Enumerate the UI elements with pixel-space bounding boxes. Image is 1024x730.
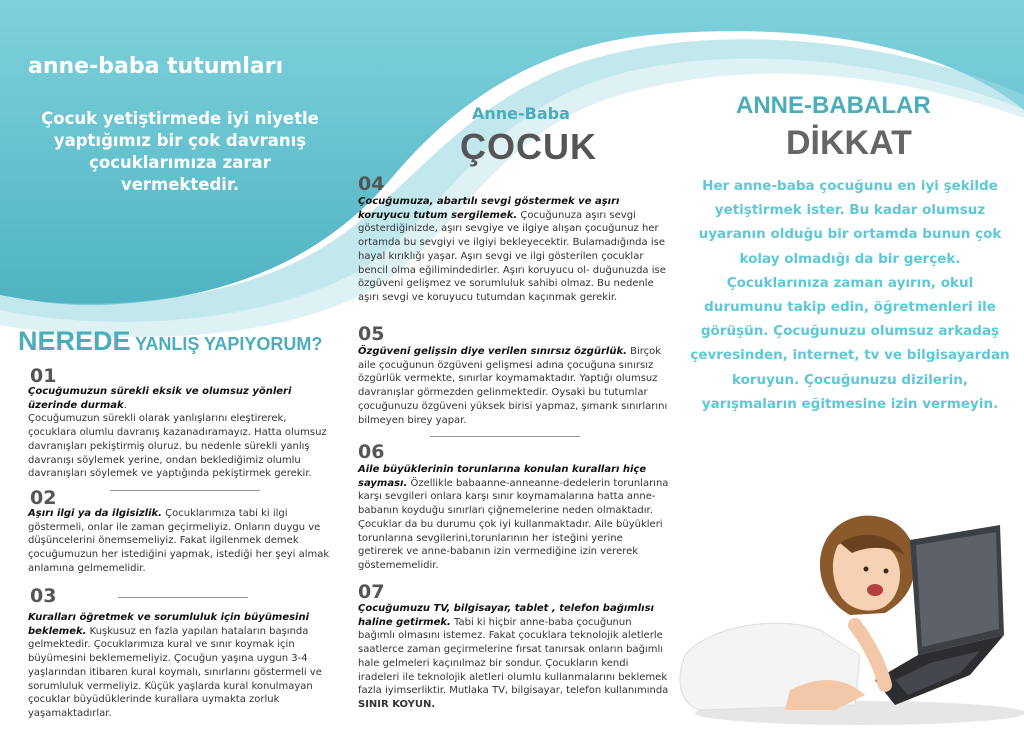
- section-body: Çocuklarımıza tabi ki ilgi göstermeli, onlar ile zaman geçirmeliyiz. Onların duygu ve düşüncelerini önemsemeliyiz. Fakat ilgilenmek demek çocuğumuzun her istediğini yapmak, istediği her şeyi almak anlamına gelmemelidir.: [28, 508, 330, 574]
- brochure-title: anne-baba tutumları: [28, 54, 284, 79]
- section-07: [358, 602, 670, 712]
- middle-subtitle: Anne-Baba: [472, 104, 570, 123]
- section-body: Tabi ki hiçbir anne-baba çocuğunun bağımlı olmasını istemez. Fakat çocuklara teknolojik aletlerle saatlerce zaman geçirmelerine fırsat tanırsak onların bağımlı hale gelmeleri kaçınılmaz bir sondur. Çocukların kendi iradeleri ile teknolojik aletleri olumlu kullanmalarını beklemek fazla iyimserliktir. Mutlaka TV, bilgisayar, telefon kullanımında: [358, 616, 669, 697]
- section-04: [358, 195, 670, 305]
- section-body: Çocuğumuzun sürekli olarak yanlışlarını eleştirerek, çocuklara olumlu davranış kazanadıramayız. Hatta olumsuz davranışları pekiştirmiş oluruz. bu nedenle sürekli yanlış davranışı söylemek yerine, ondan beklediğimiz olumlu davranışları söylemek ve yaptığında pekiştirmek gerekir.: [28, 413, 327, 480]
- section-heading: Çocuğumuzun sürekli eksik ve olumsuz yönleri üzerinde durmak: [28, 386, 292, 411]
- section-body: Kuşkusuz en fazla yapılan hataların başında gelmektedir. Çocuklarımıza kural ve sınır koymak için büyümesini beklememeliyiz. Çocuğun yaşına uygun 3-4 yaşlarından itibaren kural koymalı, sınırlarını göstermeli ve sorumluluk vermeliyiz. Küçük yaşlarda kural konulmayan çocuklar büyüdüklerinde kurallara uymakta zorluk yaşamaktadırlar.: [28, 625, 322, 719]
- left-heading: [18, 326, 322, 357]
- section-number: 07: [358, 581, 385, 603]
- section-03: [28, 611, 336, 721]
- divider: [430, 436, 580, 437]
- section-number: 04: [358, 173, 385, 195]
- section-06: [358, 463, 670, 573]
- left-heading-small: YANLIŞ YAPIYORUM?: [134, 334, 323, 354]
- intro-text: Çocuk yetiştirmede iyi niyetle yaptığımız bir çok davranış çocuklarımıza zarar vermektedir.: [41, 109, 319, 194]
- section-body: Çocuğunuza aşırı sevgi gösterdiğinizde, aşırı sevgiye ve ilgiye alışan çocuğunuz her ortamda bu sevgiyi ve ilgiyi bekleyecektir. Bulamadığında ise hayal kırıklığı yaşar. Aşırı sevgi ve ilgi gösterilen çocuklar bencil olma eğilimindedirler. Aşırı koruyucu ol- duğunuzda ise özgüveni gelişmez ve sorumluluk sahibi olmaz. Bu nedenle aşırı sevgi ve koruyucu tutumdan kaçınmak gerekir.: [358, 209, 666, 303]
- section-body: Birçok aile çocuğunun özgüveni gelişmesi adına çocuğuna sınırsız özgürlük vermekte, sınırlar koymamaktadır. Yaptığı olumsuz davranışlar görmezden gelinmektedir. Oysaki bu tutumlar çocuğunuzu özgüveni yüksek birisi yapmaz, şımarık sınırlarını bilmeyen birey yapar.: [358, 346, 668, 426]
- girl-with-laptop-image: [670, 505, 1024, 730]
- section-05: [358, 345, 670, 427]
- section-number: 06: [358, 441, 385, 463]
- section-number: 05: [358, 323, 385, 345]
- section-02: [28, 507, 336, 576]
- section-number: 01: [30, 365, 57, 387]
- section-heading: Kuralları öğretmek ve sorumluluk için büyümesini beklemek.: [28, 612, 310, 637]
- section-heading: Aile büyüklerinin torunlarına konulan kuralları hiçe sayması.: [358, 464, 647, 489]
- section-number: 03: [30, 585, 57, 607]
- section-heading: Aşırı ilgi ya da ilgisizlik.: [28, 508, 162, 519]
- section-tail-bold: SINIR KOYUN.: [358, 698, 436, 710]
- section-01: [28, 385, 336, 481]
- section-heading: Çocuğumuzu TV, bilgisayar, tablet , telefon bağımlısı haline getirmek.: [358, 603, 654, 628]
- left-heading-big: NEREDE: [18, 326, 131, 356]
- right-title-warning: DİKKAT: [786, 124, 912, 162]
- right-title: ANNE-BABALAR: [736, 92, 931, 119]
- middle-title: ÇOCUK: [460, 126, 597, 167]
- section-number: 02: [30, 487, 57, 509]
- section-heading: Özgüveni gelişsin diye verilen sınırsız özgürlük.: [358, 346, 627, 357]
- section-heading: Çocuğumuza, abartılı sevgi göstermek ve aşırı koruyucu tutum sergilemek.: [358, 196, 620, 221]
- section-body: Özellikle babaanne-anneanne-dedelerin torunlarına karşı sevgileri onlara karşı sınır koymamalarına hatta anne-babanın koyduğu sınırları çiğnemelerine neden olmaktadır. Çocuklar da bu durumu çok iyi kullanmaktadır. Aile büyükleri torunlarına sevgilerini,torunlarının her isteğini yerine getirerek ve anne-babanın izin vermediğine izin vererek göstememelidir.: [358, 477, 669, 571]
- divider: [110, 490, 260, 491]
- section-heading-tail: .: [123, 399, 127, 411]
- right-body: Her anne-baba çocuğunu en iyi şekilde yetiştirmek ister. Bu kadar olumsuz uyaranın olduğu bir ortamda bunun çok kolay olmadığı da bir gerçek. Çocuklarınıza zaman ayırın, okul durumunu takip edin, öğretmenleri ile görüşün. Çocuğunuzu olumsuz arkadaş çevresinden, internet, tv ve bilgisayardan koruyun. Çocuğunuzu dizilerin, yarışmaların eğitmesine izin vermeyin.: [690, 178, 1010, 412]
- divider: [118, 597, 248, 598]
